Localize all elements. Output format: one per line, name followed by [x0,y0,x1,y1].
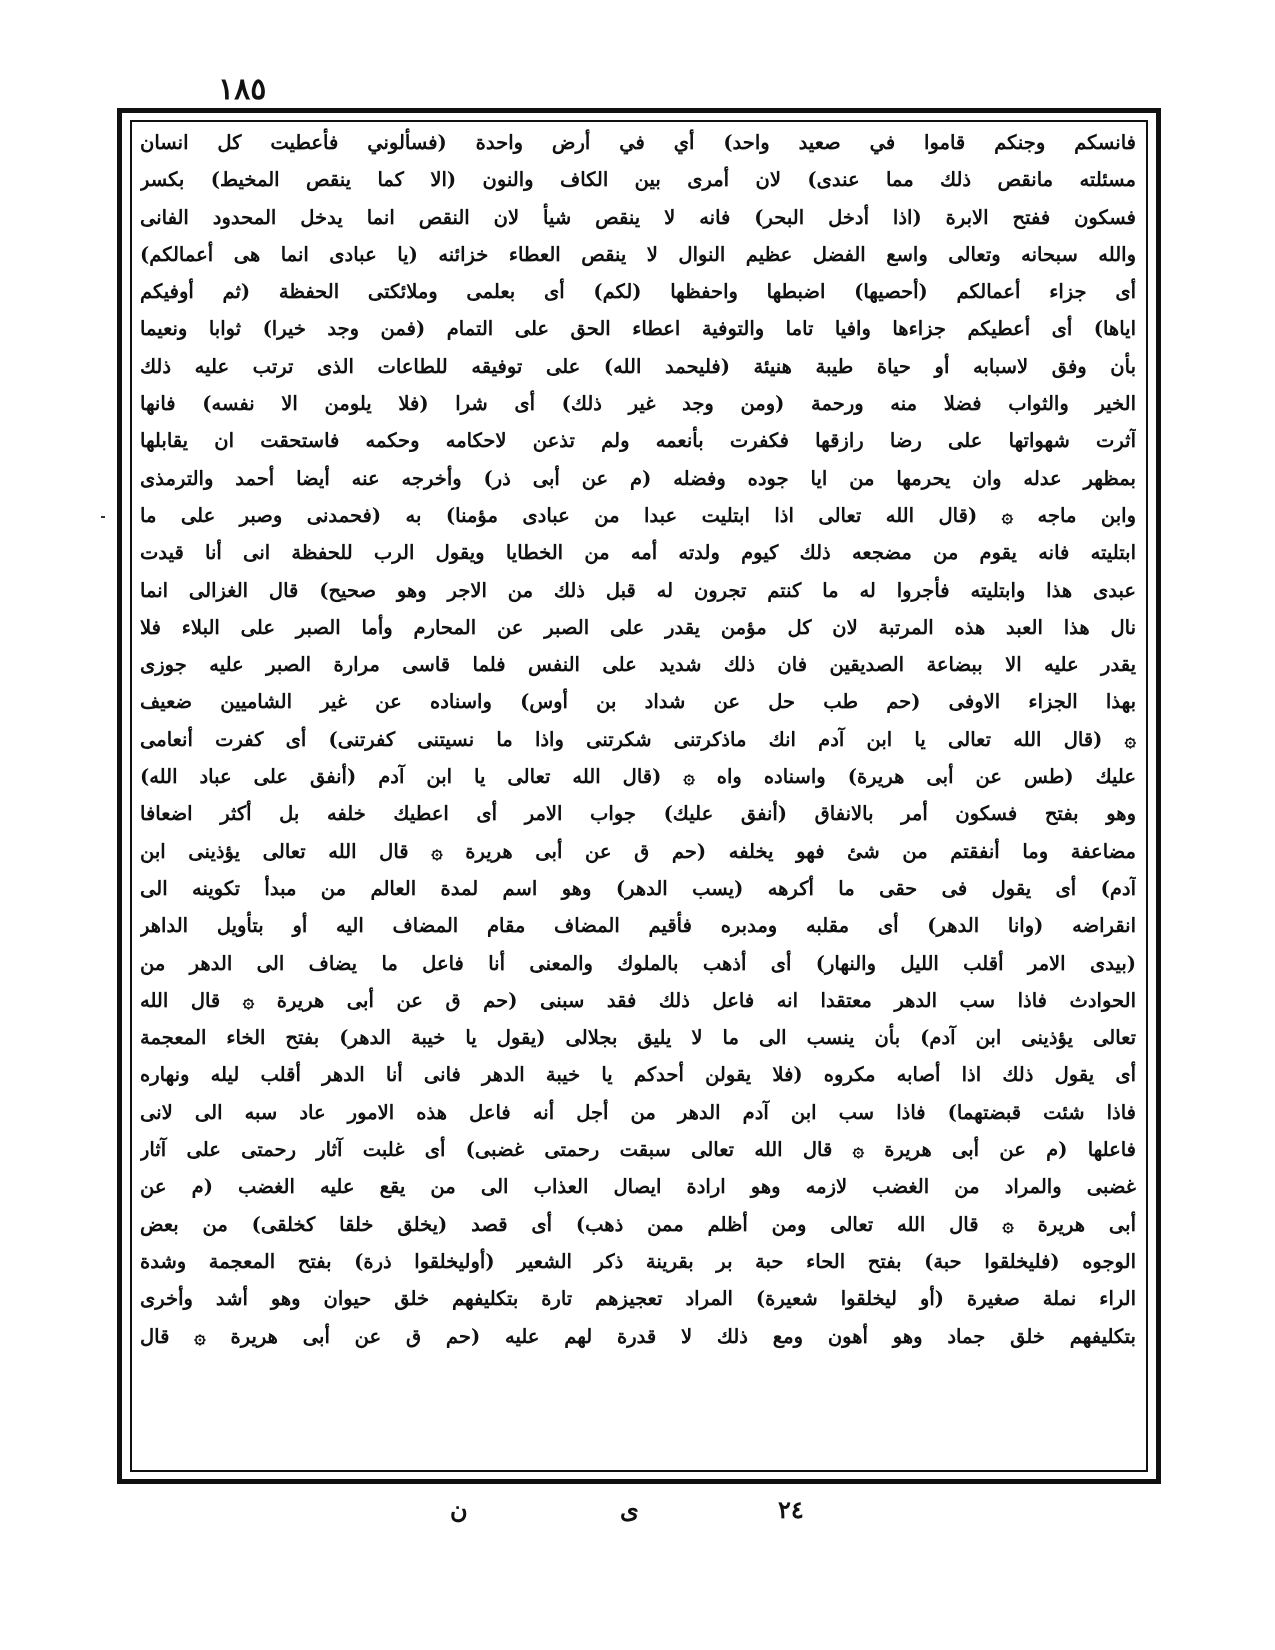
main-text-body [140,124,1136,1468]
printer-signature [0,1490,1275,1530]
text-line: الراء نملة صغيرة (أو ليخلقوا شعيرة) المراد تعجيزهم تارة بتكليفهم خلق حيوان وهو أشد وأخرى [140,1287,1136,1311]
text-line: أى يقول ذلك اذا أصابه مكروه (فلا يقولن أحدكم يا خيبة الدهر فانى أنا الدهر أقلب ليله ونهاره [140,1063,1136,1087]
text-line: غضبى والمراد من الغضب لازمه وهو ارادة ايصال العذاب الى من يقع عليه الغضب (م عن [140,1175,1136,1199]
text-line: مسئلته مانقص ذلك مما عندى) لان أمرى بين الكاف والنون (الا كما ينقص المخيط) بكسر [140,168,1136,192]
signature-number: ٢٤ [778,1495,804,1524]
text-line: الخير والثواب فضلا منه ورحمة (ومن وجد غير ذلك) أى شرا (فلا يلومن الا نفسه) فانها [140,392,1136,416]
text-line: تعالى يؤذينى ابن آدم) بأن ينسب الى ما لا يليق بجلالى (يقول يا خيبة الدهر) بفتح الخاء المعجمة [140,1026,1136,1050]
text-line: آثرت شهواتها على رضا رازقها فكفرت بأنعمه ولم تذعن لاحكامه وحكمه فاستحقت ان يقابلها [140,429,1136,453]
signature-mark: ن [450,1495,468,1524]
text-line: عليك (طس عن أبى هريرة) واسناده واه ۞ (قال الله تعالى يا ابن آدم (أنفق على عباد الله) [140,765,1136,789]
text-line: وابن ماجه ۞ (قال الله تعالى اذا ابتليت عبدا من عبادى مؤمنا) به (فحمدنى وصبر على ما [140,503,1136,527]
signature-mark: ى [620,1495,639,1524]
text-line: انقراضه (وانا الدهر) أى مقلبه ومدبره فأقيم المضاف مقام المضاف اليه أو بتأويل الداهر [140,914,1136,938]
text-line: بأن وفق لاسبابه أو حياة طيبة هنيئة (فليحمد الله) على توفيقه للطاعات الذى ترتب عليه ذلك [140,354,1136,378]
text-line: أبى هريرة ۞ قال الله تعالى ومن أظلم ممن ذهب) أى قصد (يخلق خلقا كخلقى) من بعض [140,1212,1136,1236]
text-line: فاذا شئت قبضتهما) فاذا سب ابن آدم الدهر من أجل أنه فاعل هذه الامور عاد سبه الى لانى [140,1100,1136,1124]
text-line: اياها) أى أعطيكم جزاءها وافيا تاما والتوفية اعطاء الحق على التمام (فمن وجد خيرا) ثوابا ونعيما [140,317,1136,341]
text-line: أى جزاء أعمالكم (أحصيها) اضبطها واحفظها (لكم) أى بعلمى وملائكتى الحفظة (ثم أوفيكم [140,280,1136,304]
text-line: عبدى هذا وابتليته فأجروا له ما كنتم تجرون له قبل ذلك من الاجر وهو صحيح) قال الغزالى انما [140,578,1136,602]
text-line: يقدر عليه الا ببضاعة الصديقين فان ذلك شديد على النفس فلما قاسى مرارة الصبر عليه جوزى [140,653,1136,677]
text-line: فانسكم وجنكم قاموا في صعيد واحد) أي في أرض واحدة (فسألوني فأعطيت كل انسان [140,131,1136,154]
text-line: فسكون ففتح الابرة (اذا أدخل البحر) فانه لا ينقص شيأ لان النقص انما يدخل المحدود الفانى [140,205,1136,229]
text-line: بهذا الجزاء الاوفى (حم طب حل عن شداد بن أوس) واسناده عن غير الشاميين ضعيف [140,690,1136,714]
margin-mark [101,516,105,518]
text-line: نال هذا العبد هذه المرتبة لان كل مؤمن يقدر على الصبر عن المحارم وأما الصبر على البلاء فلا [140,615,1136,639]
text-line: (بيدى الامر أقلب الليل والنهار) أى أذهب بالملوك والمعنى أنا فاعل ما يضاف الى الدهر من [140,951,1136,975]
text-line: الحوادث فاذا سب الدهر معتقدا انه فاعل ذلك فقد سبنى (حم ق عن أبى هريرة ۞ قال الله [140,988,1136,1012]
page-number: ١٨٥ [218,72,267,107]
text-line: ۞ (قال الله تعالى يا ابن آدم انك ماذكرتنى شكرتنى واذا ما نسيتنى كفرتنى) أى كفرت أنعامى [140,727,1136,751]
text-line: فاعلها (م عن أبى هريرة ۞ قال الله تعالى سبقت رحمتى غضبى) أى غلبت آثار رحمتى على آثار [140,1138,1136,1162]
text-line: بمظهر عدله وان يحرمها من ايا جوده وفضله (م عن أبى ذر) وأخرجه عنه أيضا أحمد والترمذى [140,466,1136,490]
text-line: آدم) أى يقول فى حقى ما أكرهه (يسب الدهر) وهو اسم لمدة العالم من مبدأ تكوينه الى [140,876,1136,900]
text-line: وهو بفتح فسكون أمر بالانفاق (أنفق عليك) جواب الامر أى اعطيك خلفه بل أكثر اضعافا [140,802,1136,826]
text-line: مضاعفة وما أنفقتم من شئ فهو يخلفه (حم ق عن أبى هريرة ۞ قال الله تعالى يؤذينى ابن [140,839,1136,863]
text-line: الوجوه (فليخلقوا حبة) بفتح الحاء حبة بر بقرينة ذكر الشعير (أوليخلقوا ذرة) بفتح المعجمة وشدة [140,1249,1136,1273]
text-line: ابتليته فانه يقوم من مضجعه ذلك كيوم ولدته أمه من الخطايا ويقول الرب للحفظة انى أنا قيدت [140,541,1136,565]
text-line: والله سبحانه وتعالى واسع الفضل عظيم النوال لا ينقص العطاء خزائنه (يا عبادى انما هى أعمالكم) [140,242,1136,266]
text-line: بتكليفهم خلق جماد وهو أهون ومع ذلك لا قدرة لهم عليه (حم ق عن أبى هريرة ۞ قال [140,1324,1136,1348]
